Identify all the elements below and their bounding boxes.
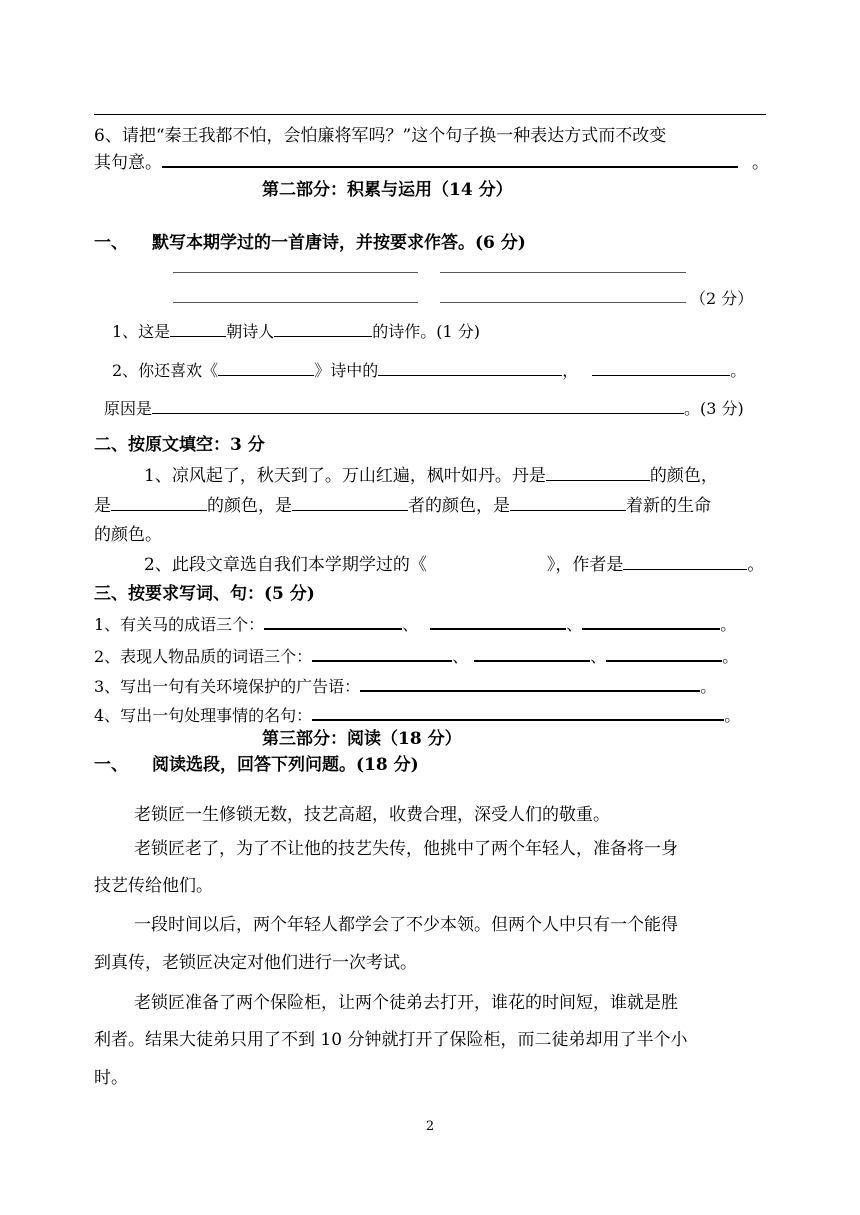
- sec2-l2-text-c: 者的颜色，是: [408, 496, 510, 516]
- sec2-line4: [144, 550, 764, 575]
- quality-word-blank-1[interactable]: [312, 642, 452, 662]
- sec3-i2-label: 2、表现人物品质的词语三个：: [94, 647, 313, 666]
- sec3-item1: [94, 610, 736, 635]
- q6-suffix: 。: [752, 153, 769, 173]
- sec3-i3-label: 3、写出一句有关环境保护的广告语：: [94, 677, 361, 696]
- poem-score: （2 分）: [690, 289, 754, 308]
- p2-q2-text-b: 》诗中的: [314, 361, 379, 380]
- end-1: 。: [720, 615, 737, 634]
- sec2-l2-text-b: 的颜色，是: [207, 496, 292, 516]
- page-number: 2: [425, 1119, 435, 1134]
- poet-blank[interactable]: [274, 318, 372, 337]
- p2-q2-text-c: ，: [562, 361, 579, 380]
- part3-sec1-title: 阅读选段，回答下列问题。(18 分): [152, 755, 419, 775]
- q6-line1: 6、请把“秦王我都不怕，会怕廉将军吗？”这个句子换一种表达方式而不改变: [94, 126, 667, 146]
- sec2-line1: [144, 461, 718, 486]
- reason-score: 。(3 分): [684, 399, 744, 418]
- passage-p4-l3: 时。: [94, 1068, 128, 1088]
- quote-blank[interactable]: [312, 701, 724, 721]
- sec3-item2: [94, 642, 738, 667]
- p2-q1-text-b: 朝诗人: [226, 322, 275, 341]
- horse-idiom-blank-1[interactable]: [264, 610, 402, 630]
- q6-prefix: 其句意。: [94, 153, 162, 173]
- part2-sec1-num: 一、: [94, 233, 128, 253]
- poem-line-3[interactable]: [173, 302, 418, 303]
- passage-p4-l2: 利者。结果大徒弟只用了不到 10 分钟就打开了保险柜，而二徒弟却用了半个小: [94, 1030, 688, 1050]
- color-blank-3[interactable]: [292, 492, 408, 511]
- end-3: 。: [700, 677, 717, 696]
- passage-p2-l1: 老锁匠老了，为了不让他的技艺失传，他挑中了两个年轻人，准备将一身: [134, 839, 678, 859]
- sec3-i1-label: 1、有关马的成语三个：: [94, 615, 265, 634]
- sec2-l2-text-d: 着新的生命: [626, 496, 711, 516]
- color-blank-2[interactable]: [111, 492, 207, 511]
- quality-word-blank-3[interactable]: [606, 642, 722, 662]
- sec2-l4-text-a: 2、此段文章选自我们本学期学过的《: [144, 555, 427, 575]
- color-blank-1[interactable]: [546, 462, 650, 481]
- sep-1: 、: [402, 615, 419, 634]
- p2-q2: [112, 357, 746, 381]
- sec2-l4-text-b: 》，作者是: [546, 555, 624, 575]
- reason-blank[interactable]: [152, 395, 684, 414]
- sec2-l1-text-a: 1、凉风起了，秋天到了。万山红遍，枫叶如丹。丹是: [144, 466, 546, 486]
- quality-word-blank-2[interactable]: [474, 642, 590, 662]
- sec3-item3: [94, 672, 716, 697]
- poem-line-4[interactable]: [440, 302, 686, 303]
- p2-reason: [104, 395, 744, 419]
- part2-sec2-title: 二、按原文填空：3 分: [94, 435, 265, 455]
- sec2-l1-text-b: 的颜色，: [649, 466, 718, 486]
- sec2-l2-text-a: 是: [94, 496, 111, 516]
- author-blank[interactable]: [623, 551, 747, 570]
- q6-line2: [94, 148, 769, 173]
- passage-p2-l2: 技艺传给他们。: [94, 876, 213, 896]
- part3-title: 第三部分：阅读（18 分）: [262, 729, 462, 749]
- sec3-item4: [94, 701, 740, 726]
- dynasty-blank[interactable]: [170, 318, 226, 337]
- p2-q1: [112, 318, 480, 342]
- part3-sec1-num: 一、: [94, 755, 128, 775]
- part2-sec3-title: 三、按要求写词、句：(5 分): [94, 584, 315, 604]
- sep-2: 、: [566, 615, 583, 634]
- slogan-blank[interactable]: [360, 672, 700, 692]
- sec2-line3: 的颜色。: [94, 525, 162, 545]
- sec2-l4-text-c: 。: [747, 555, 765, 575]
- p2-q1-text-a: 1、这是: [112, 322, 171, 341]
- sec2-line2: [94, 491, 711, 516]
- passage-p1: 老锁匠一生修锁无数，技艺高超，收费合理，深受人们的敬重。: [134, 805, 610, 825]
- sep-3: 、: [452, 647, 469, 666]
- end-2: 。: [722, 647, 739, 666]
- reason-label: 原因是: [104, 399, 153, 418]
- part2-sec1-title: 默写本期学过的一首唐诗，并按要求作答。(6 分): [152, 233, 526, 253]
- poem-title-blank[interactable]: [218, 357, 314, 376]
- passage-p3-l2: 到真传，老锁匠决定对他们进行一次考试。: [94, 953, 417, 973]
- passage-p3-l1: 一段时间以后，两个年轻人都学会了不少本领。但两个人中只有一个能得: [134, 915, 678, 935]
- horse-idiom-blank-2[interactable]: [430, 610, 566, 630]
- poem-line-2[interactable]: [440, 272, 686, 273]
- horse-idiom-blank-3[interactable]: [582, 610, 720, 630]
- end-4: 。: [724, 706, 741, 725]
- part2-title: 第二部分：积累与运用（14 分）: [262, 180, 513, 200]
- sec3-i4-label: 4、写出一句处理事情的名句：: [94, 706, 313, 725]
- p2-q1-text-c: 的诗作。(1 分): [372, 322, 480, 341]
- p2-q2-text-a: 2、你还喜欢《: [112, 361, 219, 380]
- q6-answer-blank[interactable]: [162, 148, 738, 168]
- poem-line-1[interactable]: [173, 272, 418, 273]
- passage-p4-l1: 老锁匠准备了两个保险柜，让两个徒弟去打开，谁花的时间短，谁就是胜: [134, 993, 678, 1013]
- verse-blank-2[interactable]: [592, 357, 730, 376]
- sep-4: 、: [590, 647, 607, 666]
- header-rule: [94, 114, 766, 115]
- p2-q2-text-d: 。: [730, 361, 747, 380]
- color-blank-4[interactable]: [510, 492, 626, 511]
- verse-blank-1[interactable]: [378, 357, 562, 376]
